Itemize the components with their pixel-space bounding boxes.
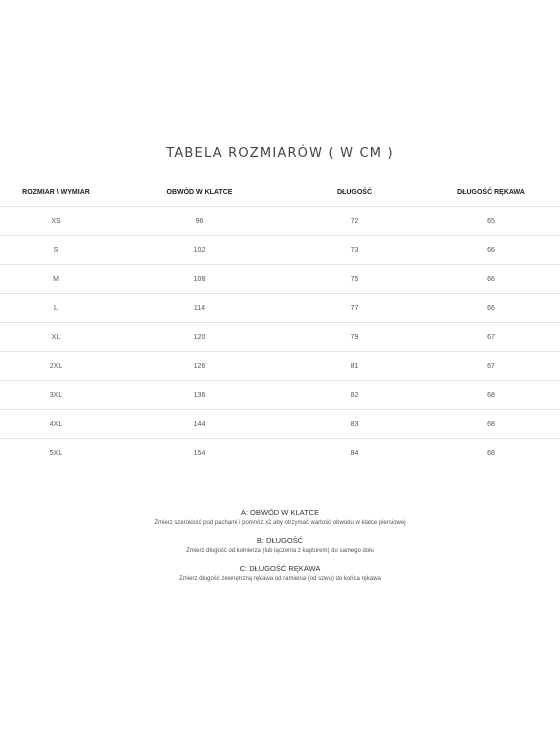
chest-cell: 102 xyxy=(112,236,287,265)
size-cell: 2XL xyxy=(0,352,112,381)
page-title: TABELA ROZMIARÓW ( W CM ) xyxy=(166,146,394,161)
sleeve-cell: 68 xyxy=(422,381,560,410)
table-row xyxy=(0,381,560,410)
table-row xyxy=(0,439,560,468)
column-header-length: DŁUGOŚĆ xyxy=(287,178,422,207)
size-cell: 5XL xyxy=(49,449,63,457)
size-cell: 3XL xyxy=(0,381,112,410)
sleeve-cell: 68 xyxy=(487,449,495,457)
note-text: Zmierz długość od kołnierza (lub łączenia z kapturem) do samego dołu xyxy=(186,548,374,554)
note-title: B: DŁUGOŚĆ xyxy=(256,536,304,545)
measurement-notes xyxy=(0,507,560,591)
length-cell: 79 xyxy=(287,323,422,352)
table-row xyxy=(0,352,560,381)
note-title: A: OBWÓD W KLATCE xyxy=(240,508,320,517)
chest-cell: 154 xyxy=(193,449,206,457)
sleeve-cell: 66 xyxy=(422,294,560,323)
sleeve-cell: 67 xyxy=(422,323,560,352)
chest-cell: 96 xyxy=(112,207,287,236)
size-cell: 4XL xyxy=(0,410,112,439)
sleeve-cell: 65 xyxy=(422,207,560,236)
table-row xyxy=(0,207,560,236)
table-row xyxy=(0,265,560,294)
size-cell: XS xyxy=(0,207,112,236)
length-cell: 73 xyxy=(287,236,422,265)
note-title: C: DŁUGOŚĆ RĘKAWA xyxy=(239,564,321,573)
size-cell: XL xyxy=(0,323,112,352)
table-row xyxy=(0,236,560,265)
column-header-chest: OBWÓD W KLATCE xyxy=(112,178,287,207)
chest-cell: 114 xyxy=(112,294,287,323)
column-header-sleeve: DŁUGOŚĆ RĘKAWA xyxy=(422,178,560,207)
sleeve-cell: 68 xyxy=(422,410,560,439)
chest-cell: 108 xyxy=(112,265,287,294)
size-table xyxy=(0,178,560,467)
note-text: Zmierz szerokość pod pachami i pomnóż x2 aby otrzymać wartość obwodu w klatce piersiowej xyxy=(154,520,406,526)
size-cell: S xyxy=(0,236,112,265)
length-cell: 84 xyxy=(350,449,359,457)
chest-cell: 126 xyxy=(112,352,287,381)
length-cell: 83 xyxy=(287,410,422,439)
size-cell: L xyxy=(0,294,112,323)
length-cell: 72 xyxy=(287,207,422,236)
length-cell: 82 xyxy=(287,381,422,410)
chest-cell: 144 xyxy=(112,410,287,439)
chest-cell: 136 xyxy=(112,381,287,410)
table-row xyxy=(0,410,560,439)
note-chest xyxy=(0,507,560,528)
size-cell: M xyxy=(0,265,112,294)
chest-cell: 120 xyxy=(112,323,287,352)
table-header-row xyxy=(0,178,560,207)
table-row xyxy=(0,323,560,352)
length-cell: 77 xyxy=(287,294,422,323)
note-length xyxy=(0,535,560,556)
length-cell: 81 xyxy=(287,352,422,381)
sleeve-cell: 66 xyxy=(422,236,560,265)
length-cell: 75 xyxy=(287,265,422,294)
note-text: Zmierz długość zewnętrzną rękawa od ramienia (od szwu) do końca rękawa xyxy=(179,576,381,582)
sleeve-cell: 67 xyxy=(422,352,560,381)
column-header-size: ROZMIAR \ WYMIAR xyxy=(0,178,112,207)
table-row xyxy=(0,294,560,323)
sleeve-cell: 66 xyxy=(422,265,560,294)
note-sleeve xyxy=(0,563,560,584)
